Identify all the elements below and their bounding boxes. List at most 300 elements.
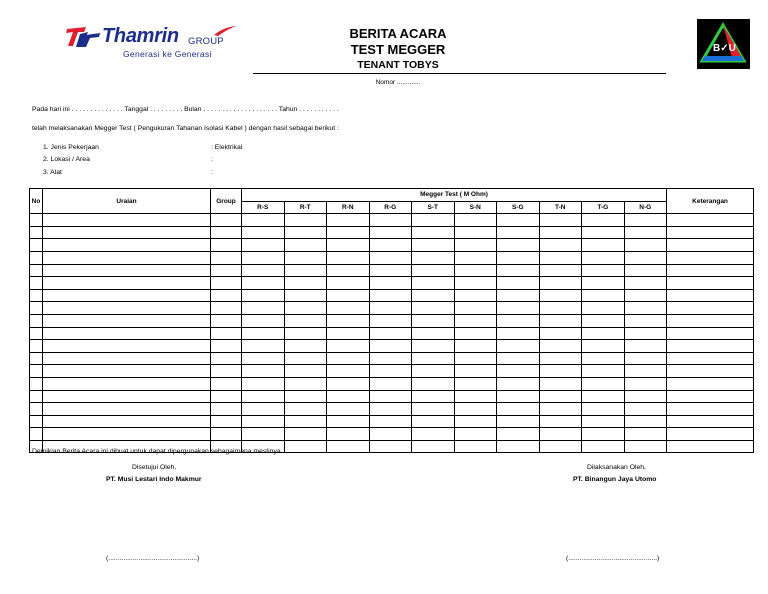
- table-cell[interactable]: [412, 239, 455, 252]
- table-cell[interactable]: [284, 302, 327, 315]
- header-group: Group: [211, 189, 242, 214]
- table-cell[interactable]: [667, 377, 754, 390]
- table-cell[interactable]: [624, 365, 667, 378]
- table-cell[interactable]: [412, 390, 455, 403]
- table-cell[interactable]: [327, 289, 370, 302]
- table-cell[interactable]: [667, 327, 754, 340]
- table-cell[interactable]: [327, 214, 370, 227]
- table-cell[interactable]: [624, 302, 667, 315]
- table-cell[interactable]: [30, 239, 43, 252]
- table-cell[interactable]: [30, 226, 43, 239]
- table-cell[interactable]: [582, 428, 625, 441]
- table-row: [30, 403, 754, 416]
- table-row: [30, 352, 754, 365]
- table-cell[interactable]: [582, 302, 625, 315]
- table-cell[interactable]: [582, 214, 625, 227]
- item-label-jenis: 1. Jenis Pekerjaan: [43, 144, 99, 151]
- table-cell[interactable]: [497, 251, 540, 264]
- table-cell[interactable]: [369, 251, 412, 264]
- table-cell[interactable]: [211, 403, 242, 416]
- table-cell[interactable]: [412, 277, 455, 290]
- table-cell[interactable]: [30, 214, 43, 227]
- table-cell[interactable]: [327, 251, 370, 264]
- table-cell[interactable]: [284, 352, 327, 365]
- table-cell[interactable]: [454, 365, 497, 378]
- table-cell[interactable]: [454, 377, 497, 390]
- table-cell[interactable]: [454, 440, 497, 453]
- table-row: [30, 377, 754, 390]
- table-cell[interactable]: [497, 214, 540, 227]
- table-cell[interactable]: [327, 327, 370, 340]
- table-cell[interactable]: [211, 226, 242, 239]
- table-cell[interactable]: [624, 226, 667, 239]
- thamrin-mark-icon: [66, 26, 102, 48]
- table-cell[interactable]: [582, 415, 625, 428]
- table-cell[interactable]: [497, 440, 540, 453]
- table-cell[interactable]: [327, 428, 370, 441]
- table-cell[interactable]: [242, 403, 285, 416]
- table-cell[interactable]: [369, 314, 412, 327]
- table-cell[interactable]: [43, 239, 211, 252]
- table-cell[interactable]: [327, 352, 370, 365]
- table-cell[interactable]: [454, 226, 497, 239]
- table-cell[interactable]: [43, 302, 211, 315]
- table-cell[interactable]: [284, 214, 327, 227]
- table-cell[interactable]: [497, 239, 540, 252]
- table-cell[interactable]: [497, 377, 540, 390]
- table-cell[interactable]: [582, 327, 625, 340]
- table-cell[interactable]: [369, 440, 412, 453]
- table-cell[interactable]: [284, 428, 327, 441]
- table-cell[interactable]: [412, 415, 455, 428]
- table-cell[interactable]: [454, 314, 497, 327]
- table-cell[interactable]: [454, 327, 497, 340]
- table-cell[interactable]: [412, 365, 455, 378]
- header-no: No: [30, 189, 43, 214]
- table-cell[interactable]: [369, 352, 412, 365]
- table-cell[interactable]: [497, 302, 540, 315]
- table-cell[interactable]: [284, 327, 327, 340]
- table-cell[interactable]: [412, 302, 455, 315]
- table-cell[interactable]: [667, 440, 754, 453]
- table-cell[interactable]: [539, 352, 582, 365]
- table-cell[interactable]: [242, 390, 285, 403]
- table-cell[interactable]: [30, 403, 43, 416]
- table-cell[interactable]: [211, 264, 242, 277]
- table-cell[interactable]: [624, 377, 667, 390]
- table-cell[interactable]: [211, 415, 242, 428]
- table-cell[interactable]: [454, 302, 497, 315]
- table-cell[interactable]: [497, 226, 540, 239]
- item-value-jenis: : Elektrikal: [211, 144, 243, 151]
- table-cell[interactable]: [43, 340, 211, 353]
- table-cell[interactable]: [327, 390, 370, 403]
- table-cell[interactable]: [624, 403, 667, 416]
- table-cell[interactable]: [582, 289, 625, 302]
- table-cell[interactable]: [369, 415, 412, 428]
- table-cell[interactable]: [412, 327, 455, 340]
- table-cell[interactable]: [667, 352, 754, 365]
- table-cell[interactable]: [211, 365, 242, 378]
- table-cell[interactable]: [242, 365, 285, 378]
- subheader-sg: S-G: [497, 201, 540, 214]
- table-cell[interactable]: [454, 277, 497, 290]
- table-cell[interactable]: [211, 327, 242, 340]
- table-cell[interactable]: [211, 390, 242, 403]
- table-cell[interactable]: [43, 314, 211, 327]
- header-divider: [253, 73, 666, 74]
- table-cell[interactable]: [284, 289, 327, 302]
- table-cell[interactable]: [211, 302, 242, 315]
- table-cell[interactable]: [497, 314, 540, 327]
- subheader-tn: T-N: [539, 201, 582, 214]
- table-cell[interactable]: [30, 365, 43, 378]
- table-cell[interactable]: [284, 403, 327, 416]
- table-cell[interactable]: [454, 239, 497, 252]
- table-cell[interactable]: [412, 340, 455, 353]
- bju-logo: [697, 19, 750, 69]
- table-cell[interactable]: [539, 289, 582, 302]
- table-cell[interactable]: [369, 226, 412, 239]
- subheader-st: S-T: [412, 201, 455, 214]
- table-cell[interactable]: [369, 428, 412, 441]
- table-cell[interactable]: [242, 377, 285, 390]
- table-cell[interactable]: [539, 440, 582, 453]
- table-cell[interactable]: [242, 226, 285, 239]
- table-cell[interactable]: [497, 428, 540, 441]
- table-cell[interactable]: [211, 289, 242, 302]
- table-cell[interactable]: [624, 289, 667, 302]
- table-cell[interactable]: [30, 289, 43, 302]
- table-cell[interactable]: [667, 264, 754, 277]
- table-cell[interactable]: [369, 365, 412, 378]
- table-cell[interactable]: [242, 302, 285, 315]
- table-cell[interactable]: [582, 377, 625, 390]
- table-cell[interactable]: [667, 226, 754, 239]
- table-cell[interactable]: [582, 239, 625, 252]
- table-cell[interactable]: [30, 377, 43, 390]
- table-cell[interactable]: [284, 415, 327, 428]
- table-cell[interactable]: [242, 415, 285, 428]
- document-title-line3: TENANT TOBYS: [357, 59, 439, 71]
- table-cell[interactable]: [539, 340, 582, 353]
- table-cell[interactable]: [539, 365, 582, 378]
- header-keterangan: Keterangan: [667, 189, 754, 214]
- table-cell[interactable]: [327, 314, 370, 327]
- thamrin-group-logo: [66, 24, 236, 64]
- table-cell[interactable]: [497, 289, 540, 302]
- table-cell[interactable]: [43, 365, 211, 378]
- table-cell[interactable]: [284, 314, 327, 327]
- bju-triangle-icon: [697, 19, 750, 69]
- table-cell[interactable]: [284, 264, 327, 277]
- table-cell[interactable]: [284, 226, 327, 239]
- table-cell[interactable]: [369, 239, 412, 252]
- table-cell[interactable]: [624, 314, 667, 327]
- table-cell[interactable]: [412, 440, 455, 453]
- table-cell[interactable]: [539, 302, 582, 315]
- table-row: [30, 289, 754, 302]
- table-cell[interactable]: [582, 390, 625, 403]
- table-cell[interactable]: [624, 214, 667, 227]
- table-cell[interactable]: [30, 340, 43, 353]
- table-cell[interactable]: [497, 340, 540, 353]
- table-cell[interactable]: [454, 403, 497, 416]
- table-cell[interactable]: [497, 365, 540, 378]
- table-cell[interactable]: [43, 352, 211, 365]
- table-cell[interactable]: [497, 390, 540, 403]
- table-cell[interactable]: [624, 277, 667, 290]
- table-cell[interactable]: [454, 289, 497, 302]
- table-cell[interactable]: [624, 239, 667, 252]
- table-cell[interactable]: [497, 264, 540, 277]
- table-cell[interactable]: [624, 327, 667, 340]
- table-cell[interactable]: [211, 214, 242, 227]
- table-cell[interactable]: [327, 403, 370, 416]
- table-cell[interactable]: [667, 390, 754, 403]
- table-cell[interactable]: [454, 264, 497, 277]
- table-cell[interactable]: [242, 239, 285, 252]
- item-value-alat: :: [211, 169, 213, 176]
- table-row: [30, 277, 754, 290]
- table-cell[interactable]: [582, 365, 625, 378]
- signature-line-right: (...............................................): [566, 555, 660, 562]
- table-cell[interactable]: [43, 264, 211, 277]
- table-cell[interactable]: [43, 390, 211, 403]
- table-cell[interactable]: [412, 289, 455, 302]
- table-cell[interactable]: [539, 264, 582, 277]
- table-cell[interactable]: [539, 277, 582, 290]
- table-row: [30, 415, 754, 428]
- table-cell[interactable]: [211, 428, 242, 441]
- item-value-lokasi: :: [211, 156, 213, 163]
- table-cell[interactable]: [539, 403, 582, 416]
- table-cell[interactable]: [369, 340, 412, 353]
- table-row: [30, 365, 754, 378]
- table-cell[interactable]: [327, 302, 370, 315]
- table-cell[interactable]: [667, 403, 754, 416]
- table-cell[interactable]: [211, 239, 242, 252]
- table-cell[interactable]: [43, 214, 211, 227]
- table-cell[interactable]: [497, 352, 540, 365]
- signature-line-left: (...............................................): [106, 555, 200, 562]
- table-cell[interactable]: [497, 327, 540, 340]
- table-cell[interactable]: [497, 277, 540, 290]
- table-cell[interactable]: [284, 239, 327, 252]
- table-cell[interactable]: [539, 251, 582, 264]
- table-cell[interactable]: [242, 214, 285, 227]
- table-cell[interactable]: [30, 352, 43, 365]
- table-cell[interactable]: [454, 251, 497, 264]
- table-row: [30, 239, 754, 252]
- table-cell[interactable]: [539, 377, 582, 390]
- table-cell[interactable]: [582, 403, 625, 416]
- table-cell[interactable]: [667, 277, 754, 290]
- table-row: [30, 314, 754, 327]
- table-cell[interactable]: [327, 365, 370, 378]
- table-row: [30, 226, 754, 239]
- table-cell[interactable]: [242, 251, 285, 264]
- table-cell[interactable]: [30, 277, 43, 290]
- table-cell[interactable]: [327, 340, 370, 353]
- table-cell[interactable]: [412, 264, 455, 277]
- table-cell[interactable]: [412, 214, 455, 227]
- table-cell[interactable]: [30, 327, 43, 340]
- table-cell[interactable]: [30, 415, 43, 428]
- table-cell[interactable]: [667, 314, 754, 327]
- table-cell[interactable]: [43, 289, 211, 302]
- table-cell[interactable]: [539, 214, 582, 227]
- megger-test-table: [29, 188, 754, 453]
- table-cell[interactable]: [412, 251, 455, 264]
- table-cell[interactable]: [43, 403, 211, 416]
- table-cell[interactable]: [327, 277, 370, 290]
- table-cell[interactable]: [582, 314, 625, 327]
- table-cell[interactable]: [369, 390, 412, 403]
- table-cell[interactable]: [242, 289, 285, 302]
- table-cell[interactable]: [369, 214, 412, 227]
- table-cell[interactable]: [454, 428, 497, 441]
- table-cell[interactable]: [667, 365, 754, 378]
- table-cell[interactable]: [369, 327, 412, 340]
- table-cell[interactable]: [539, 226, 582, 239]
- table-cell[interactable]: [369, 264, 412, 277]
- table-cell[interactable]: [539, 239, 582, 252]
- table-cell[interactable]: [582, 277, 625, 290]
- table-cell[interactable]: [43, 277, 211, 290]
- table-cell[interactable]: [284, 340, 327, 353]
- table-cell[interactable]: [43, 415, 211, 428]
- logo-swoosh-icon: [214, 26, 236, 36]
- table-cell[interactable]: [624, 390, 667, 403]
- table-cell[interactable]: [582, 352, 625, 365]
- item-label-alat: 3. Alat: [43, 169, 62, 176]
- table-cell[interactable]: [582, 251, 625, 264]
- table-cell[interactable]: [412, 352, 455, 365]
- document-title-line2: TEST MEGGER: [350, 42, 446, 57]
- table-row: [30, 264, 754, 277]
- table-cell[interactable]: [369, 377, 412, 390]
- table-cell[interactable]: [667, 214, 754, 227]
- table-cell[interactable]: [242, 428, 285, 441]
- table-cell[interactable]: [369, 289, 412, 302]
- subheader-rn: R-N: [327, 201, 370, 214]
- table-cell[interactable]: [582, 440, 625, 453]
- table-cell[interactable]: [582, 264, 625, 277]
- table-cell[interactable]: [43, 226, 211, 239]
- table-cell[interactable]: [242, 340, 285, 353]
- table-cell[interactable]: [211, 377, 242, 390]
- table-cell[interactable]: [667, 428, 754, 441]
- bju-logo-text: B✓U: [713, 43, 736, 54]
- table-cell[interactable]: [284, 390, 327, 403]
- table-cell[interactable]: [30, 264, 43, 277]
- table-cell[interactable]: [327, 239, 370, 252]
- table-cell[interactable]: [412, 314, 455, 327]
- table-cell[interactable]: [667, 289, 754, 302]
- table-cell[interactable]: [624, 264, 667, 277]
- table-cell[interactable]: [454, 352, 497, 365]
- subheader-sn: S-N: [454, 201, 497, 214]
- table-cell[interactable]: [284, 377, 327, 390]
- table-cell[interactable]: [667, 415, 754, 428]
- table-cell[interactable]: [539, 415, 582, 428]
- table-cell[interactable]: [454, 390, 497, 403]
- table-cell[interactable]: [43, 251, 211, 264]
- table-cell[interactable]: [582, 340, 625, 353]
- table-cell[interactable]: [497, 403, 540, 416]
- table-cell[interactable]: [30, 314, 43, 327]
- table-cell[interactable]: [667, 302, 754, 315]
- table-cell[interactable]: [327, 415, 370, 428]
- table-cell[interactable]: [624, 440, 667, 453]
- table-cell[interactable]: [539, 327, 582, 340]
- table-cell[interactable]: [211, 251, 242, 264]
- table-cell[interactable]: [211, 340, 242, 353]
- table-cell[interactable]: [454, 214, 497, 227]
- table-cell[interactable]: [43, 327, 211, 340]
- table-cell[interactable]: [412, 403, 455, 416]
- table-cell[interactable]: [624, 415, 667, 428]
- table-cell[interactable]: [242, 327, 285, 340]
- table-cell[interactable]: [667, 251, 754, 264]
- table-cell[interactable]: [327, 264, 370, 277]
- table-cell[interactable]: [497, 415, 540, 428]
- table-cell[interactable]: [43, 377, 211, 390]
- table-cell[interactable]: [242, 264, 285, 277]
- table-cell[interactable]: [624, 352, 667, 365]
- table-cell[interactable]: [667, 340, 754, 353]
- table-cell[interactable]: [667, 239, 754, 252]
- table-cell[interactable]: [284, 440, 327, 453]
- table-cell[interactable]: [43, 428, 211, 441]
- table-cell[interactable]: [454, 340, 497, 353]
- table-cell[interactable]: [242, 314, 285, 327]
- table-cell[interactable]: [242, 277, 285, 290]
- table-cell[interactable]: [539, 314, 582, 327]
- table-cell[interactable]: [30, 302, 43, 315]
- table-cell[interactable]: [582, 226, 625, 239]
- table-cell[interactable]: [539, 390, 582, 403]
- executed-by-company: PT. Binangun Jaya Utomo: [573, 476, 657, 483]
- table-cell[interactable]: [369, 277, 412, 290]
- table-cell[interactable]: [30, 251, 43, 264]
- table-cell[interactable]: [327, 377, 370, 390]
- table-cell[interactable]: [624, 251, 667, 264]
- table-cell[interactable]: [412, 377, 455, 390]
- table-cell[interactable]: [539, 428, 582, 441]
- table-cell[interactable]: [30, 428, 43, 441]
- table-cell[interactable]: [284, 365, 327, 378]
- table-cell[interactable]: [412, 226, 455, 239]
- table-cell[interactable]: [211, 314, 242, 327]
- table-cell[interactable]: [327, 226, 370, 239]
- table-cell[interactable]: [211, 352, 242, 365]
- table-cell[interactable]: [327, 440, 370, 453]
- table-cell[interactable]: [624, 428, 667, 441]
- table-cell[interactable]: [412, 428, 455, 441]
- table-row: [30, 251, 754, 264]
- table-cell[interactable]: [30, 390, 43, 403]
- table-cell[interactable]: [284, 277, 327, 290]
- table-cell[interactable]: [242, 352, 285, 365]
- table-cell[interactable]: [454, 415, 497, 428]
- table-cell[interactable]: [211, 277, 242, 290]
- table-cell[interactable]: [284, 251, 327, 264]
- table-cell[interactable]: [369, 302, 412, 315]
- table-cell[interactable]: [624, 340, 667, 353]
- table-cell[interactable]: [369, 403, 412, 416]
